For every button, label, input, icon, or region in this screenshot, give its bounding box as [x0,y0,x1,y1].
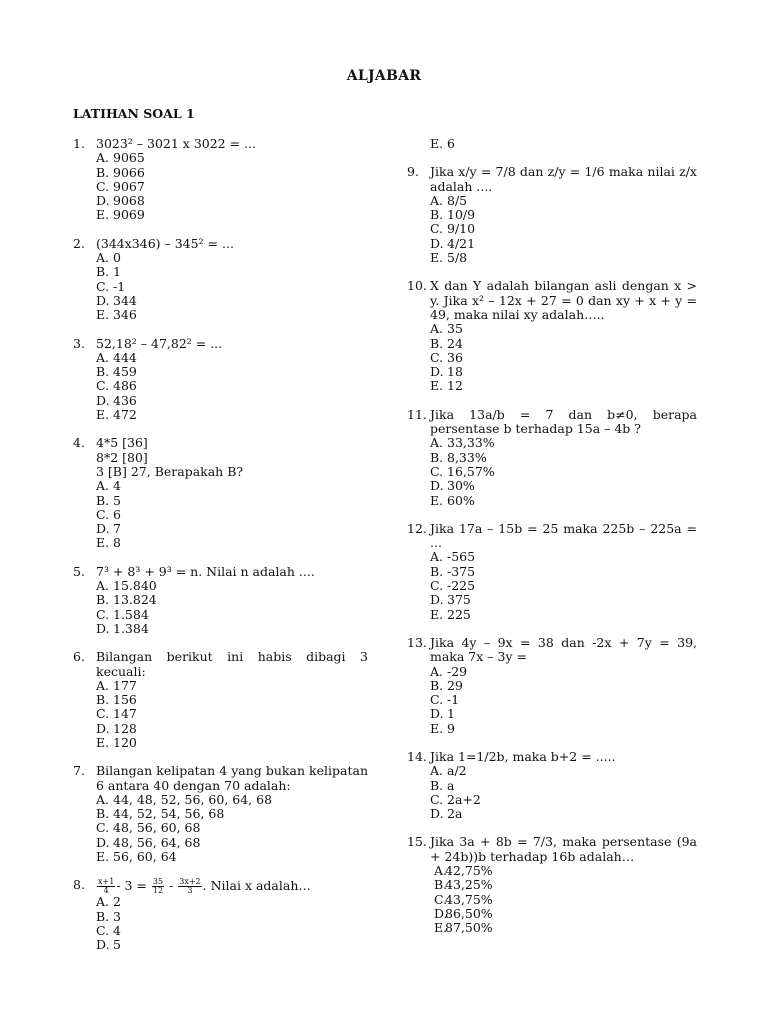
option-b: B. 1 [96,264,121,280]
question-1 [73,137,368,223]
question-14 [407,750,697,821]
option-d: D. 30% [430,478,475,494]
option-d: D. 1 [430,706,455,722]
option-c: C. 486 [96,378,137,394]
option-e: E. 9 [430,720,455,736]
option-list [96,793,368,864]
question-8-continued [407,137,697,151]
option-e: E. 346 [96,307,137,323]
option-d: D. 48, 56, 64, 68 [96,834,201,850]
option-d: D. 128 [96,720,137,736]
option-a: A. 8/5 [430,192,468,208]
question-number: 15. [407,834,427,850]
option-a: A. 444 [96,349,137,365]
option-e: E. 8 [96,535,121,551]
question-number: 7. [73,763,85,779]
question-number: 3. [73,335,85,351]
option-b: B. 29 [430,677,463,693]
question-text: Jika 13a/b = 7 dan b≠0, berapa persentase b terhadap 15a – 4b ? [430,406,697,437]
option-c: C. 6 [96,506,121,522]
option-c: C. 48, 56, 60, 68 [96,820,201,836]
question-text: Jika 1=1/2b, maka b+2 = ..... [430,748,616,764]
option-c: C. 16,57% [430,463,495,479]
question-text-line-1: 4*5 [36] [96,435,148,451]
option-c: C. 2a+2 [430,791,481,807]
option-c: C. 43,75% [434,891,493,907]
question-equation: $\frac{x+1}{4}$ - 3 = $\frac{35}{12}$ - $\frac{3x+2}{3}$ . Nilai x adalah… [98,877,311,896]
question-15 [407,835,697,935]
question-2 [73,237,368,323]
question-number: 1. [73,136,85,151]
question-number: 11. [407,406,427,422]
option-e: E. 60% [430,492,475,508]
question-text-line-3: 3 [B] 27, Berapakah B? [96,463,244,479]
option-list [430,764,697,821]
question-text-line-2: 8*2 [80] [96,449,148,465]
option-a: A. 9065 [96,150,145,166]
option-a: A. 33,33% [430,435,495,451]
option-a: A. -565 [430,549,476,565]
section-subtitle: LATIHAN SOAL 1 [73,106,195,121]
question-number: 13. [407,634,427,650]
option-b: B. 9066 [96,164,145,180]
question-number: 5. [73,563,85,579]
option-b: B. 13.824 [96,592,157,608]
option-d: D. 5 [96,937,121,953]
option-b: B. 5 [96,492,121,508]
fraction: $\frac{3x+2}{3}$ [179,877,201,896]
option-e: E. 6 [430,136,455,151]
question-text: Jika 4y – 9x = 38 dan -2x + 7y = 39, maka 7x – 3y = [430,634,697,665]
question-text: Bilangan kelipatan 4 yang bukan kelipatan 6 antara 40 dengan 70 adalah: [96,763,368,793]
question-3 [73,337,368,423]
option-list [430,322,697,393]
question-text: Jika x/y = 7/8 dan z/y = 1/6 maka nilai z/x adalah .... [430,164,697,194]
option-a: A. 4 [96,478,121,494]
option-b: B. 156 [96,692,137,708]
option-b: B. 43,25% [434,877,493,893]
left-column [73,137,368,967]
option-a: A. -29 [430,663,468,679]
right-column [407,137,697,950]
option-b: B. -375 [430,563,476,579]
option-c: C. -1 [430,692,460,708]
option-c: C. -225 [430,578,476,594]
question-text: 3023² – 3021 x 3022 = ... [96,136,256,151]
option-e: E. 225 [430,606,471,622]
option-d: D. 7 [96,521,121,537]
question-text: 7³ + 8³ + 9³ = n. Nilai n adalah .... [96,563,315,579]
option-list [96,151,368,222]
option-d: D. 375 [430,592,471,608]
question-text: (344x346) – 345² = ... [96,235,234,251]
option-e: E. 5/8 [430,250,468,266]
option-a: A. 42,75% [434,863,493,879]
option-c: C. 9067 [96,178,145,194]
option-e: E. 12 [430,378,463,394]
option-d: D. 2a [430,806,463,822]
option-a: A. 177 [96,677,137,693]
question-8 [73,878,368,952]
question-12 [407,522,697,622]
option-b: B. 3 [96,908,121,924]
option-list [430,864,697,935]
option-d: D. 436 [96,392,137,408]
question-11 [407,408,697,508]
question-text: Jika 3a + 8b = 7/3, maka persentase (9a + 24b))b terhadap 16b adalah… [430,834,697,864]
option-d: D. 344 [96,292,137,308]
option-list [96,579,368,636]
question-7 [73,764,368,864]
option-list [430,550,697,621]
option-b: B. 10/9 [430,207,476,223]
option-e: E. 472 [96,407,137,423]
option-list [96,895,368,952]
option-e: E. 120 [96,734,137,750]
question-text: 52,18² – 47,82² = ... [96,335,223,351]
option-b: B. a [430,777,455,793]
option-a: A. 15.840 [96,578,157,594]
option-c: C. -1 [96,278,126,294]
fraction: $\frac{x+1}{4}$ [98,877,115,896]
fraction: $\frac{35}{12}$ [152,877,164,896]
option-c: C. 36 [430,349,463,365]
option-list [96,479,368,550]
question-number: 12. [407,520,427,536]
option-b: B. 24 [430,335,463,351]
option-d: D. 18 [430,364,463,380]
question-text: Jika 17a – 15b = 25 maka 225b – 225a = ... [430,520,697,551]
question-13 [407,636,697,736]
question-9 [407,165,697,265]
question-number: 6. [73,649,85,665]
option-list [96,351,368,422]
option-a: A. a/2 [430,763,467,779]
option-b: B. 44, 52, 54, 56, 68 [96,806,225,822]
option-d: D. 4/21 [430,235,476,251]
option-e: E. 56, 60, 64 [96,849,177,865]
option-list [430,436,697,507]
option-d: D. 9068 [96,193,145,209]
question-number: 2. [73,235,85,251]
option-a: A. 2 [96,894,121,910]
question-10 [407,279,697,393]
option-d: D. 86,50% [434,905,493,921]
option-c: C. 147 [96,706,137,722]
option-a: A. 44, 48, 52, 56, 60, 64, 68 [96,791,273,807]
question-text: Bilangan berikut ini habis dibagi 3 kecuali: [96,649,368,679]
option-list [430,665,697,736]
option-a: A. 0 [96,250,121,266]
option-list [96,679,368,750]
option-c: C. 4 [96,922,121,938]
option-list [96,251,368,322]
page-title: ALJABAR [346,68,422,84]
question-5 [73,565,368,636]
question-text: X dan Y adalah bilangan asli dengan x > y. Jika x² – 12x + 27 = 0 dan xy + x + y = 49, maka nilai xy adalah….. [430,278,697,322]
question-4 [73,436,368,550]
option-list [430,194,697,265]
option-e: E. 87,50% [434,920,493,936]
question-number: 10. [407,278,427,294]
question-number: 4. [73,435,85,451]
option-c: C. 1.584 [96,606,149,622]
option-b: B. 459 [96,364,137,380]
question-number: 8. [73,877,85,893]
option-a: A. 35 [430,321,463,337]
question-number: 9. [407,164,419,180]
option-list [430,137,697,151]
option-e: E. 9069 [96,207,145,223]
option-d: D. 1.384 [96,620,149,636]
question-number: 14. [407,748,427,764]
option-c: C. 9/10 [430,221,476,237]
option-b: B. 8,33% [430,449,487,465]
question-6 [73,650,368,750]
